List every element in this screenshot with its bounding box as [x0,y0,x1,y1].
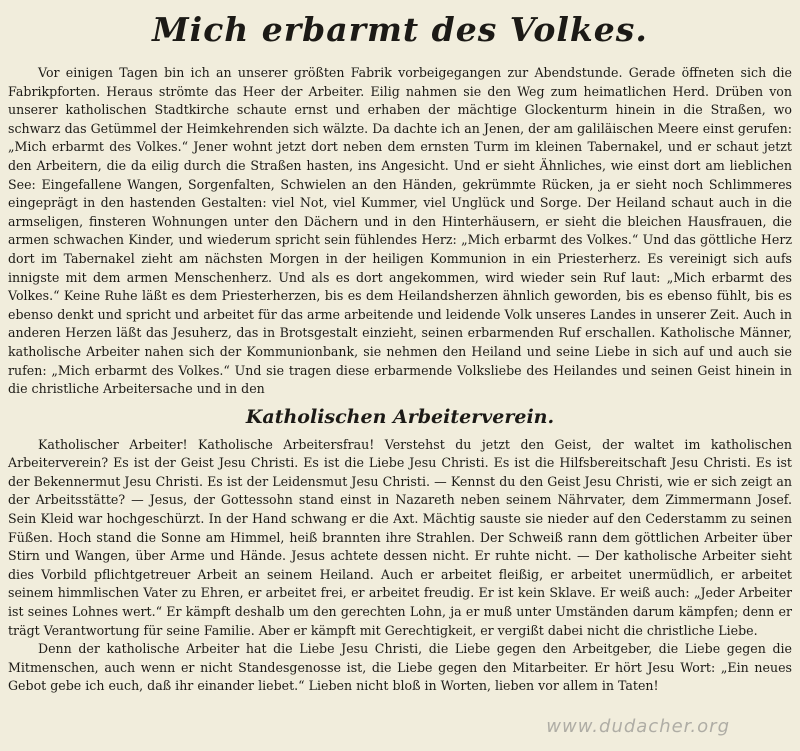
paragraph-3: Denn der katholische Arbeiter hat die Liebe Jesu Christi, die Liebe gegen den Arbeitgeber, die Liebe gegen die Mitmenschen, auch wenn er nicht Standesgenosse ist, die Liebe gegen den Mitarbeiter. Er hört Jesu Wort: „Ein neues Gebot gebe ich euch, daß ihr einander liebet.“ Lieben nicht bloß in Worten, lieben vor allem in Taten! [8,641,792,694]
page-title: Mich erbarmt des Volkes. [152,10,648,49]
paragraph-2: Katholischer Arbeiter! Katholische Arbeitersfrau! Verstehst du jetzt den Geist, der waltet im katholischen Arbeiterverein? Es ist der Geist Jesu Christi. Es ist die Liebe Jesu Christi. Es ist die Hilfsbereitschaft Jesu Christi. Es ist der Bekennermut Jesu Christi. Es ist der Leidensmut Jesu Christi. — Kennst du den Geist Jesu Christi, wie er sich zeigt an der Arbeitsstätte? — Jesus, der Gottessohn stand einst in Nazareth neben seinem Nährvater, dem Zimmermann Josef. Sein Kleid war hochgeschürzt. In der Hand schwang er die Axt. Mächtig sauste sie nieder auf den Cederstamm zu seinen Füßen. Hoch stand die Sonne am Himmel, heiß brannten ihre Strahlen. Der Schweiß rann dem göttlichen Arbeiter über Stirn und Wangen, über Arme und Hände. Jesus achtete dessen nicht. Er ruhte nicht. — Der katholische Arbeiter sieht dies Vorbild pflichtgetreuer Arbeit an seinem Heiland. Auch er arbeitet fleißig, er arbeitet unermüdlich, er arbeitet seinem himmlischen Vater zu Ehren, er arbeitet frei, er arbeitet freudig. Er ist kein Sklave. Er weiß auch: „Jeder Arbeiter ist seines Lohnes wert.“ Er kämpft deshalb um den gerechten Lohn, ja er muß unter Umständen darum kämpfen; denn er trägt Verantwortung für seine Familie. Aber er kämpft mit Gerechtigkeit, er vergißt dabei nicht die christliche Liebe. [8,436,792,638]
watermark: www.dudacher.org [546,716,730,737]
paragraph-1: Vor einigen Tagen bin ich an unserer größten Fabrik vorbeigegangen zur Abendstunde. Gerade öffneten sich die Fabrikpforten. Heraus strömte das Heer der Arbeiter. Eilig nahmen sie den Weg zum heimatlichen Herd. Drüben von unserer katholischen Stadtkirche schaute ernst und erhaben der mächtige Glockenturm hinein in die Straßen, wo schwarz das Getümmel der Heimkehrenden sich wälzte. Da dachte ich an Jenen, der am galiläischen Meere einst gerufen: „Mich erbarmt des Volkes.“ Jener wohnt jetzt dort neben dem ernsten Turm im kleinen Tabernakel, und er schaut jetzt den Arbeitern, die da eilig durch die Straßen hasten, ins Angesicht. Und er sieht Ähnliches, wie einst dort am lieblichen See: Eingefallene Wangen, Sorgenfalten, Schwielen an den Händen, gekrümmte Rücken, ja er sieht noch Schlimmeres eingeprägt in den hastenden Gestalten: viel Not, viel Kummer, viel Unglück und Sorge. Der Heiland schaut auch in die armseligen, finsteren Wohnungen unter den Dächern und in den Hinterhäusern, er sieht die bleichen Hausfrauen, die armen schwachen Kinder, und wiederum spricht sein fühlendes Herz: „Mich erbarmt des Volkes.“ Und das göttliche Herz dort im Tabernakel zieht am nächsten Morgen in der heiligen Kommunion in ein Priesterherz. Es vereinigt sich aufs innigste mit dem armen Menschenherz. Und als es dort angekommen, wird wieder sein Ruf laut: „Mich erbarmt des Volkes.“ Keine Ruhe läßt es dem Priesterherzen, bis es dem Heilandsherzen ähnlich geworden, bis es ebenso fühlt, bis es ebenso denkt und spricht und arbeitet für das arme arbeitende und leidende Volk unseres Landes in unserer Zeit. Auch in anderen Herzen läßt das Jesuherz, das in Brotsgestalt einzieht, seinen erbarmenden Ruf erschallen. Katholische Männer, katholische Arbeiter nahen sich der Kommunionbank, sie nehmen den Heiland und seine Liebe in sich auf und auch sie rufen: „Mich erbarmt des Volkes.“ Und sie tragen diese erbarmende Volksliebe des Heilandes und seinen Geist hinein in die christliche Arbeitersache und in den [8,65,792,397]
section-heading: Katholischen Arbeiterverein. [245,405,555,428]
